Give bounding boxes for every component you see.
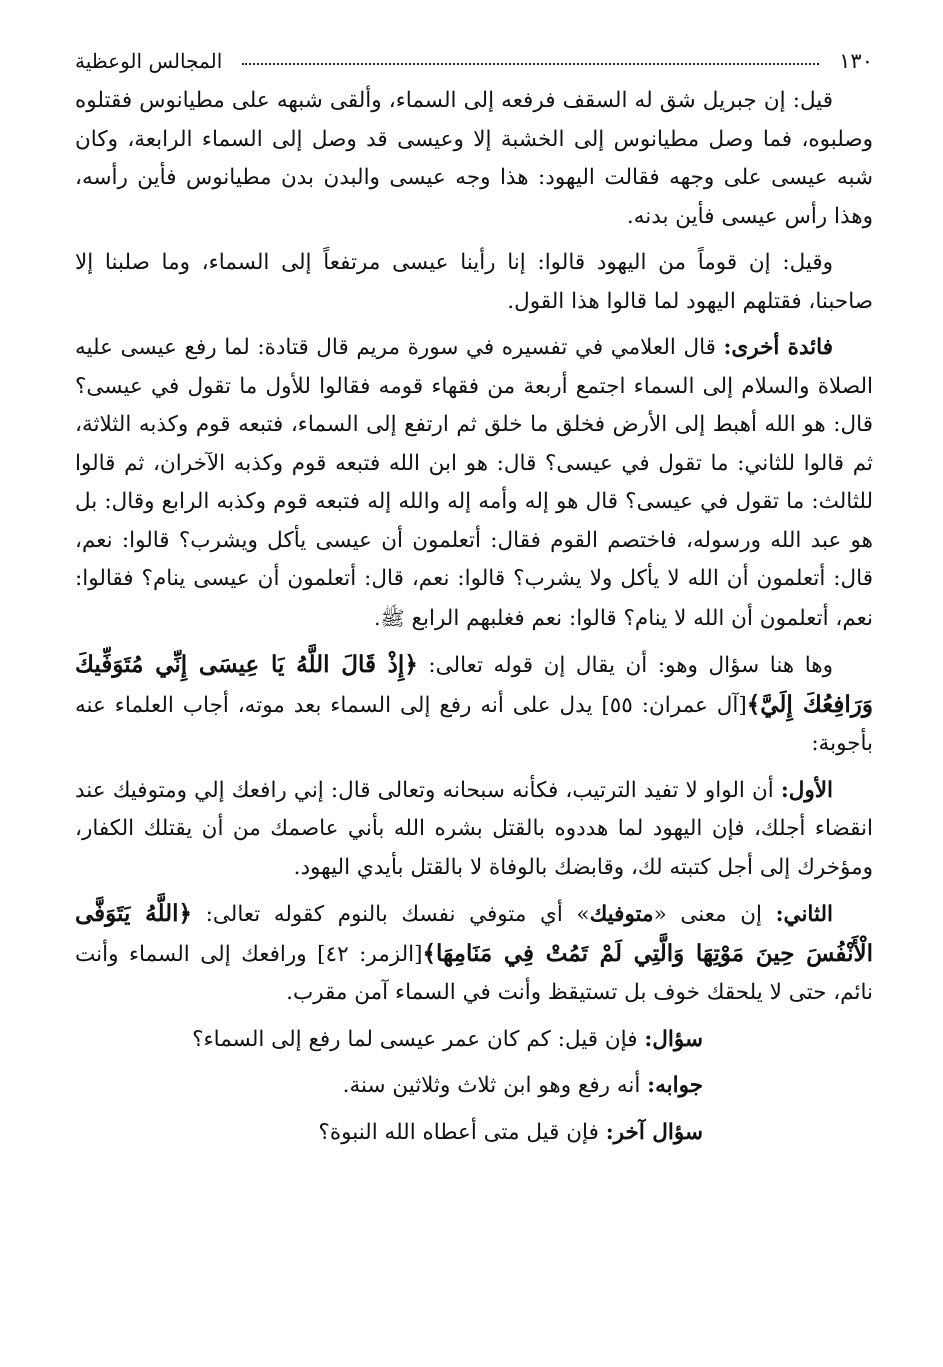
page-body — [75, 82, 873, 1152]
question-1: سؤال: فإن قيل: كم كان عمر عيسى لما رفع إلى السماء؟ — [192, 1026, 703, 1052]
answer-label: جوابه: — [647, 1073, 703, 1098]
section-label: فائدة أخرى: — [723, 335, 833, 360]
question-label: سؤال: — [644, 1026, 703, 1052]
honorific-symbol: ﷺ. — [374, 605, 405, 630]
book-title: المجالس الوعظية — [75, 49, 223, 73]
paragraph-4: وها هنا سؤال وهو: أن يقال إن قوله تعالى: ﴿إِذْ قَالَ اللَّهُ يَا عِيسَى إِنِّي مُتَوَفِّيكَ وَرَافِعُكَ إِلَيَّ﴾[آل عمران: ٥٥] يدل على أنه رفع إلى السماء بعد موته، أجاب العلماء عنه بأجوبة: — [75, 651, 873, 756]
section-label: الأول: — [780, 777, 833, 803]
quran-verse: ﴿إِذْ قَالَ اللَّهُ يَا عِيسَى إِنِّي مُتَوَفِّيكَ وَرَافِعُكَ إِلَيَّ﴾ — [75, 651, 873, 718]
emphasized-word: متوفيك — [589, 902, 654, 927]
question-2: سؤال آخر: فإن قيل متى أعطاه الله النبوة؟ — [318, 1119, 703, 1145]
quran-verse: ﴿اللَّهُ يَتَوَفَّى الْأَنْفُسَ حِينَ مَوْتِهَا وَالَّتِي لَمْ تَمُتْ فِي مَنَامِهَا﴾ — [75, 900, 873, 967]
page-number: ١٣٠ — [839, 49, 873, 73]
page-header — [75, 40, 873, 82]
answer-1: جوابه: أنه رفع وهو ابن ثلاث وثلاثين سنة. — [342, 1073, 703, 1098]
paragraph-1: قيل: إن جبريل شق له السقف فرفعه إلى السماء، وألقى شبهه على مطيانوس فقتلوه وصلبوه، فما وصل مطيانوس إلى الخشبة إلا وعيسى قد وصل إلى السماء الرابعة، وكان شبه عيسى على وجهه فقالت اليهود: هذا وجه عيسى والبدن بدن مطيانوس فأين رأسه، وهذا رأس عيسى فأين بدنه. — [75, 88, 873, 229]
paragraph-5: الأول: أن الواو لا تفيد الترتيب، فكأنه سبحانه وتعالى قال: إني رافعك إلي ومتوفيك عند انقضاء أجلك، فإن اليهود لما هددوه بالقتل بشره الله بأني عاصمك من أن يقتلك الكفار، ومؤخرك إلى أجل كتبته لك، وقابضك بالوفاة لا بالقتل بأيدي اليهود. — [75, 777, 873, 880]
paragraph-6: الثاني: إن معنى «متوفيك» أي متوفي نفسك بالنوم كقوله تعالى: ﴿اللَّهُ يَتَوَفَّى الْأَنْفُسَ حِينَ مَوْتِهَا وَالَّتِي لَمْ تَمُتْ فِي مَنَامِهَا﴾[الزمر: ٤٢] ورافعك إلى السماء وأنت نائم، حتى لا يلحقك خوف بل تستيقظ وأنت في السماء آمن مقرب. — [75, 900, 873, 1005]
question-label: سؤال آخر: — [605, 1119, 703, 1145]
paragraph-3: فائدة أخرى: قال العلامي في تفسيره في سورة مريم قال قتادة: لما رفع عيسى عليه الصلاة والسلام إلى السماء اجتمع أربعة من فقهاء قومه فقالوا للأول ما تقول في عيسى؟ قال: هو الله أهبط إلى الأرض فخلق ما خلق ثم ارتفع إلى السماء، فتبعه قوم وكذبه الثلاثة، ثم قالوا للثاني: ما تقول في عيسى؟ قال: هو ابن الله فتبعه قوم وكذبه الآخران، ثم قالوا للثالث: ما تقول في عيسى؟ قال هو إله وأمه إله والله إله فتبعه قوم وكذبه الرابع وقال: بل هو عبد الله ورسوله، فاختصم القوم فقال: أتعلمون أن عيسى يأكل ويشرب؟ قالوا: نعم، قال: أتعلمون أن الله لا يأكل ولا يشرب؟ قالوا: نعم، قال: أتعلمون أن عيسى ينام؟ فقالوا: نعم، أتعلمون أن الله لا ينام؟ قالوا: نعم فغلبهم الرابع ﷺ. — [75, 335, 874, 631]
header-dotted-rule — [242, 63, 819, 65]
section-label: الثاني: — [775, 902, 833, 927]
paragraph-2: وقيل: إن قوماً من اليهود قالوا: إنا رأينا عيسى مرتفعاً إلى السماء، وما صلبنا إلا صاحبنا، فقتلهم اليهود لما قالوا هذا القول. — [75, 250, 873, 314]
